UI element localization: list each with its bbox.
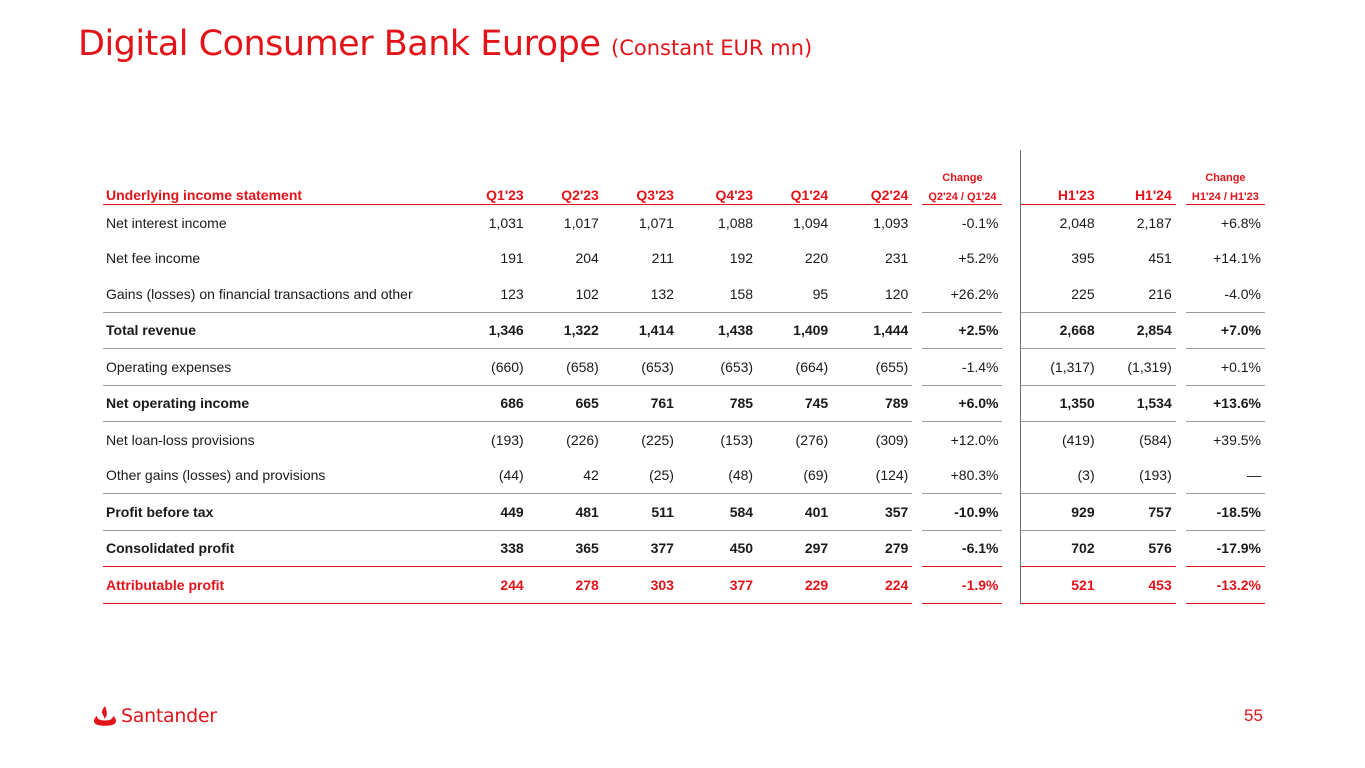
column-header-change-quarterly: Q2'24 / Q1'24 [922, 186, 1002, 205]
page-title-unit: (Constant EUR mn) [611, 36, 813, 60]
cell-q1-24: (276) [795, 431, 829, 448]
cell-q1-24: 95 [757, 276, 832, 312]
cell-q4-23: 1,438 [678, 312, 757, 349]
cell-q2-24: 1,444 [832, 312, 912, 349]
cell-change-quarterly: -10.9% [922, 494, 1002, 531]
cell-change-half-year: -18.5% [1186, 494, 1265, 531]
table-row [103, 385, 1265, 422]
cell-q1-23: (660) [444, 349, 528, 386]
cell-h1-23: 395 [1071, 250, 1095, 267]
cell-q1-24: 220 [804, 250, 829, 267]
cell-change-quarterly: -1.4% [922, 349, 1002, 386]
cell-q2-24: 120 [832, 276, 912, 312]
cell-q4-23: (48) [678, 458, 757, 494]
cell-q2-24: 231 [884, 250, 909, 267]
row-label: Total revenue [103, 312, 444, 349]
cell-change-quarterly: +5.2% [958, 250, 999, 267]
cell-q2-23: (658) [528, 349, 603, 386]
cell-q2-24: (124) [832, 458, 912, 494]
cell-q2-24: 1,093 [873, 214, 909, 231]
cell-change-quarterly: +26.2% [922, 276, 1002, 312]
cell-q4-23: 785 [678, 385, 757, 422]
cell-change-half-year: +6.8% [1220, 214, 1261, 231]
cell-q2-23: 1,017 [563, 214, 599, 231]
cell-change-half-year: — [1186, 458, 1265, 494]
cell-h1-24: 2,854 [1099, 312, 1176, 349]
row-label: Net operating income [103, 385, 444, 422]
cell-q3-23: (653) [603, 349, 678, 386]
cell-q1-23: 123 [444, 276, 528, 312]
cell-q4-23: 158 [678, 276, 757, 312]
cell-q1-23: 338 [444, 530, 528, 567]
santander-logo [92, 702, 217, 730]
cell-h1-24: (193) [1099, 458, 1176, 494]
page-title [78, 24, 812, 64]
cell-q1-23: 449 [444, 494, 528, 531]
table-row [103, 349, 1265, 386]
column-header-q3-23: Q3'23 [603, 186, 678, 205]
cell-q2-23: 278 [528, 567, 603, 604]
cell-q1-24: (69) [757, 458, 832, 494]
cell-q1-23: 244 [444, 567, 528, 604]
cell-q3-23: 1,071 [638, 214, 674, 231]
cell-q2-24: 224 [832, 567, 912, 604]
cell-q1-23: 1,346 [444, 312, 528, 349]
table-row [103, 241, 1265, 277]
cell-change-quarterly: +6.0% [922, 385, 1002, 422]
cell-q4-23: 192 [729, 250, 754, 267]
column-header-q1-23: Q1'23 [444, 186, 528, 205]
cell-change-half-year: +13.6% [1186, 385, 1265, 422]
cell-q3-23: 511 [603, 494, 678, 531]
row-label: Net fee income [106, 250, 201, 267]
row-label: Net interest income [106, 214, 227, 231]
cell-q2-24: 279 [832, 530, 912, 567]
income-statement-table-container [103, 150, 1265, 604]
flame-icon [92, 704, 118, 728]
cell-h1-23: 2,668 [1021, 312, 1099, 349]
column-header-row [103, 186, 1265, 205]
column-header-h1-24: H1'24 [1099, 186, 1176, 205]
cell-q2-23: 481 [528, 494, 603, 531]
cell-h1-23: (419) [1061, 431, 1095, 448]
column-header-q2-24: Q2'24 [832, 186, 912, 205]
cell-q4-23: (153) [720, 431, 754, 448]
column-header-q1-24: Q1'24 [757, 186, 832, 205]
cell-q3-23: 377 [603, 530, 678, 567]
cell-q1-24: 745 [757, 385, 832, 422]
table-row [103, 312, 1265, 349]
column-header-q4-23: Q4'23 [678, 186, 757, 205]
row-label: Operating expenses [103, 349, 444, 386]
cell-h1-24: (1,319) [1099, 349, 1176, 386]
cell-q1-24: 1,094 [793, 214, 829, 231]
cell-q1-24: 297 [757, 530, 832, 567]
cell-change-quarterly: +12.0% [950, 431, 999, 448]
cell-q1-23: (44) [444, 458, 528, 494]
cell-q1-24: 401 [757, 494, 832, 531]
cell-h1-24: 757 [1099, 494, 1176, 531]
cell-q3-23: (225) [641, 431, 674, 448]
table-row [103, 205, 1265, 241]
cell-q3-23: 761 [603, 385, 678, 422]
cell-q2-24: (309) [875, 431, 909, 448]
cell-q1-23: 191 [500, 250, 524, 267]
cell-change-quarterly: +2.5% [922, 312, 1002, 349]
table-row [103, 276, 1265, 312]
cell-q1-23: 686 [444, 385, 528, 422]
cell-change-half-year: +7.0% [1186, 312, 1265, 349]
cell-h1-23: 1,350 [1021, 385, 1099, 422]
cell-q1-24: 229 [757, 567, 832, 604]
page-title-main: Digital Consumer Bank Europe [78, 24, 601, 64]
table-row [103, 458, 1265, 494]
cell-h1-24: 453 [1099, 567, 1176, 604]
cell-q2-23: (226) [566, 431, 599, 448]
cell-q1-24: 1,409 [757, 312, 832, 349]
cell-h1-23: 702 [1021, 530, 1099, 567]
cell-change-quarterly: -6.1% [922, 530, 1002, 567]
table-row [103, 567, 1265, 604]
cell-change-half-year: +14.1% [1213, 250, 1261, 267]
table-row [103, 494, 1265, 531]
cell-change-half-year: -4.0% [1186, 276, 1265, 312]
row-label: Profit before tax [103, 494, 444, 531]
cell-q2-23: 204 [575, 250, 599, 267]
row-label: Attributable profit [103, 567, 444, 604]
column-header-label: Underlying income statement [103, 186, 444, 205]
row-label: Consolidated profit [103, 530, 444, 567]
cell-h1-23: 929 [1021, 494, 1099, 531]
table-row [103, 422, 1265, 458]
cell-q1-23: (193) [491, 431, 524, 448]
column-header-q2-23: Q2'23 [528, 186, 603, 205]
cell-q4-23: 377 [678, 567, 757, 604]
cell-change-quarterly: -0.1% [961, 214, 999, 231]
brand-name: Santander [121, 705, 217, 727]
cell-h1-23: (1,317) [1021, 349, 1099, 386]
page-number: 55 [1244, 706, 1263, 725]
cell-h1-24: 2,187 [1136, 214, 1172, 231]
cell-h1-24: (584) [1139, 431, 1172, 448]
cell-h1-24: 576 [1099, 530, 1176, 567]
cell-q2-23: 665 [528, 385, 603, 422]
cell-h1-23: 521 [1021, 567, 1099, 604]
cell-q3-23: 303 [603, 567, 678, 604]
cell-q2-23: 365 [528, 530, 603, 567]
row-label: Other gains (losses) and provisions [103, 458, 444, 494]
cell-h1-24: 1,534 [1099, 385, 1176, 422]
cell-h1-24: 451 [1148, 250, 1172, 267]
cell-change-half-year: -13.2% [1186, 567, 1265, 604]
column-header-h1-23: H1'23 [1021, 186, 1099, 205]
change-header-row [103, 150, 1265, 186]
cell-q2-24: 789 [832, 385, 912, 422]
row-label: Gains (losses) on financial transactions and other [103, 276, 444, 312]
cell-q2-24: (655) [832, 349, 912, 386]
cell-q1-23: 1,031 [488, 214, 524, 231]
cell-q2-23: 102 [528, 276, 603, 312]
cell-q2-23: 42 [528, 458, 603, 494]
cell-q3-23: 211 [651, 250, 674, 267]
cell-h1-23: 2,048 [1059, 214, 1095, 231]
cell-q4-23: (653) [678, 349, 757, 386]
cell-q1-24: (664) [757, 349, 832, 386]
cell-q4-23: 584 [678, 494, 757, 531]
cell-change-quarterly: +80.3% [922, 458, 1002, 494]
cell-q4-23: 450 [678, 530, 757, 567]
change-label-half-year: Change [1205, 172, 1246, 184]
cell-change-half-year: +39.5% [1213, 431, 1261, 448]
cell-h1-24: 216 [1099, 276, 1176, 312]
income-statement-table [103, 150, 1265, 604]
row-label: Net loan-loss provisions [106, 431, 255, 448]
cell-q2-24: 357 [832, 494, 912, 531]
cell-q3-23: (25) [603, 458, 678, 494]
table-row [103, 530, 1265, 567]
cell-q3-23: 132 [603, 276, 678, 312]
cell-q2-23: 1,322 [528, 312, 603, 349]
change-label-quarterly: Change [942, 172, 983, 184]
cell-q3-23: 1,414 [603, 312, 678, 349]
column-header-change-half-year: H1'24 / H1'23 [1186, 186, 1265, 205]
cell-q4-23: 1,088 [718, 214, 754, 231]
cell-change-quarterly: -1.9% [922, 567, 1002, 604]
cell-change-half-year: -17.9% [1186, 530, 1265, 567]
cell-h1-23: (3) [1021, 458, 1099, 494]
cell-h1-23: 225 [1021, 276, 1099, 312]
cell-change-half-year: +0.1% [1186, 349, 1265, 386]
